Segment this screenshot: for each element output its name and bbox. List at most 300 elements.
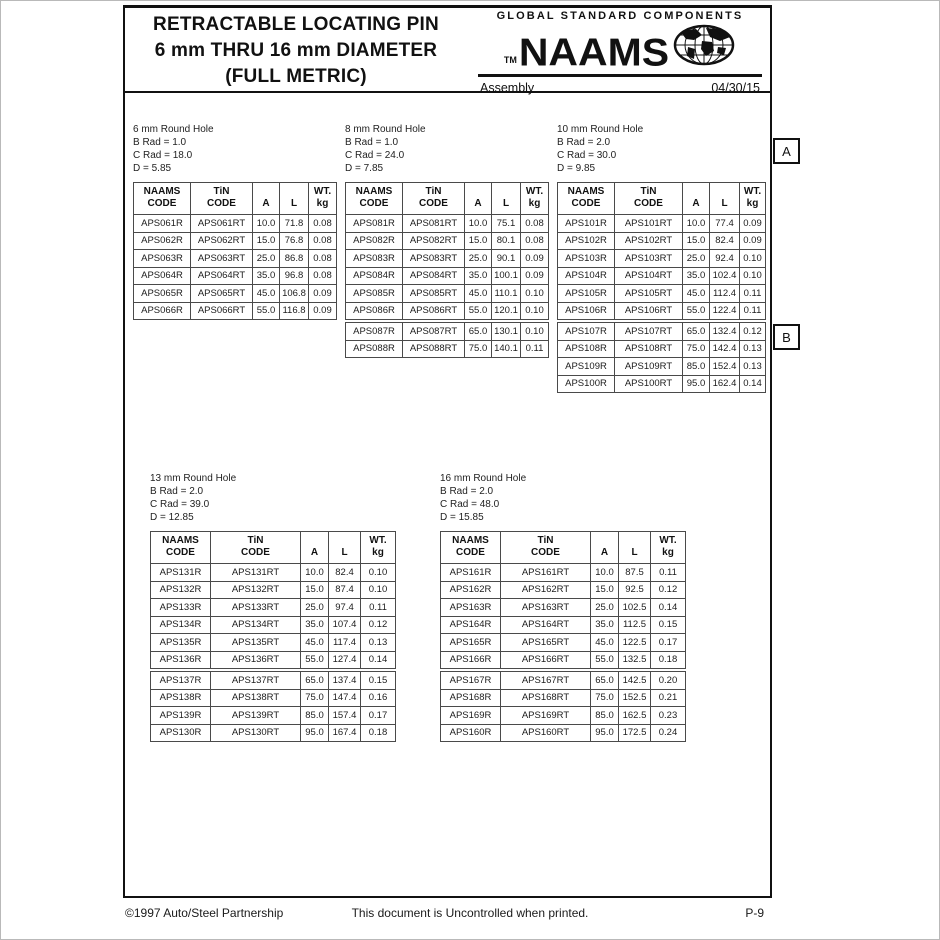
table-cell: 112.4	[710, 285, 740, 303]
column-header: A	[683, 183, 710, 215]
table-cell: 77.4	[710, 215, 740, 233]
table-cell: 0.12	[361, 616, 396, 634]
note-line: C Rad = 30.0	[557, 150, 617, 161]
table-cell: 0.23	[651, 707, 686, 725]
table-cell: APS102RT	[615, 232, 683, 250]
column-header: NAAMS CODE	[558, 183, 615, 215]
note-line: B Rad = 2.0	[150, 486, 204, 497]
title-line-3: (FULL METRIC)	[225, 66, 367, 87]
table-cell: 152.4	[710, 358, 740, 376]
table-cell: APS061R	[134, 215, 191, 233]
table-cell: APS085R	[346, 285, 403, 303]
table-row	[134, 267, 337, 285]
table-cell: 137.4	[329, 672, 361, 690]
table-row	[151, 616, 396, 634]
table-cell: 0.11	[361, 599, 396, 617]
table-cell: 0.10	[521, 302, 549, 320]
table-cell: APS138RT	[211, 689, 301, 707]
table-row	[441, 707, 686, 725]
table-cell: 0.12	[651, 581, 686, 599]
table-cell: 45.0	[465, 285, 492, 303]
note-line: 16 mm Round Hole	[440, 473, 527, 484]
note-line: B Rad = 2.0	[440, 486, 494, 497]
table-row	[441, 581, 686, 599]
table-row	[151, 689, 396, 707]
table-cell: APS135RT	[211, 634, 301, 652]
table-cell: APS137R	[151, 672, 211, 690]
parts-table-8mm	[345, 182, 549, 358]
column-header: L	[710, 183, 740, 215]
table-row	[134, 285, 337, 303]
column-header: WT. kg	[651, 532, 686, 564]
table-row	[441, 672, 686, 690]
margin-label-b: B	[773, 324, 800, 350]
table-cell: 75.0	[301, 689, 329, 707]
table-cell: 132.4	[710, 323, 740, 341]
table-cell: 85.0	[591, 707, 619, 725]
column-header: A	[301, 532, 329, 564]
parts-table-13mm	[150, 531, 396, 742]
table-cell: 0.20	[651, 672, 686, 690]
column-header: WT. kg	[521, 183, 549, 215]
table-cell: 96.8	[280, 267, 309, 285]
table-cell: 87.4	[329, 581, 361, 599]
header-row	[558, 183, 766, 215]
table-row	[151, 724, 396, 742]
table-cell: 35.0	[591, 616, 619, 634]
table-cell: APS108R	[558, 340, 615, 358]
table-cell: APS137RT	[211, 672, 301, 690]
table-cell: 35.0	[683, 267, 710, 285]
table-cell: 0.14	[361, 651, 396, 669]
table-cell: 0.09	[521, 250, 549, 268]
table-cell: APS109RT	[615, 358, 683, 376]
parts-table-6mm	[133, 182, 337, 320]
table-cell: APS165R	[441, 634, 501, 652]
note-line: B Rad = 1.0	[345, 137, 399, 148]
table-row	[558, 285, 766, 303]
table-notes-6mm	[133, 123, 337, 175]
table-cell: APS138R	[151, 689, 211, 707]
margin-label-a: A	[773, 138, 800, 164]
table-cell: APS109R	[558, 358, 615, 376]
column-header: TiN CODE	[615, 183, 683, 215]
table-cell: APS063R	[134, 250, 191, 268]
table-cell: 110.1	[492, 285, 521, 303]
table-row	[151, 651, 396, 669]
table-cell: APS083R	[346, 250, 403, 268]
table-cell: 87.5	[619, 564, 651, 582]
table-cell: APS066R	[134, 302, 191, 320]
header-row	[441, 532, 686, 564]
table-cell: APS161RT	[501, 564, 591, 582]
table-cell: 75.1	[492, 215, 521, 233]
parts-table-16mm	[440, 531, 686, 742]
table-cell: 10.0	[465, 215, 492, 233]
table-cell: 0.15	[361, 672, 396, 690]
table-cell: APS166RT	[501, 651, 591, 669]
column-header: WT. kg	[740, 183, 766, 215]
table-block-16mm	[440, 472, 686, 742]
table-cell: 0.11	[740, 285, 766, 303]
table-cell: 0.08	[521, 215, 549, 233]
column-header: TiN CODE	[211, 532, 301, 564]
table-cell: 122.4	[710, 302, 740, 320]
column-header: WT. kg	[361, 532, 396, 564]
header-row	[346, 183, 549, 215]
table-cell: 25.0	[591, 599, 619, 617]
column-header: NAAMS CODE	[346, 183, 403, 215]
table-notes-10mm	[557, 123, 766, 175]
table-cell: APS163R	[441, 599, 501, 617]
table-cell: 106.8	[280, 285, 309, 303]
table-cell: 71.8	[280, 215, 309, 233]
table-cell: 65.0	[465, 323, 492, 341]
table-cell: APS166R	[441, 651, 501, 669]
table-cell: 0.15	[651, 616, 686, 634]
table-cell: APS161R	[441, 564, 501, 582]
table-cell: 80.1	[492, 232, 521, 250]
page-title	[125, 12, 467, 90]
table-cell: 45.0	[301, 634, 329, 652]
table-row	[346, 302, 549, 320]
table-cell: 55.0	[591, 651, 619, 669]
table-cell: 75.0	[683, 340, 710, 358]
table-cell: 0.12	[740, 323, 766, 341]
table-cell: APS167RT	[501, 672, 591, 690]
table-cell: 0.18	[651, 651, 686, 669]
table-cell: 167.4	[329, 724, 361, 742]
header-row	[151, 532, 396, 564]
table-cell: APS085RT	[403, 285, 465, 303]
table-cell: APS133RT	[211, 599, 301, 617]
table-cell: 0.10	[740, 267, 766, 285]
table-cell: APS101RT	[615, 215, 683, 233]
table-cell: APS168RT	[501, 689, 591, 707]
table-cell: APS081RT	[403, 215, 465, 233]
table-row	[346, 340, 549, 358]
column-header: L	[492, 183, 521, 215]
table-cell: APS064RT	[191, 267, 253, 285]
table-cell: 55.0	[301, 651, 329, 669]
note-line: 10 mm Round Hole	[557, 124, 644, 135]
table-cell: 82.4	[329, 564, 361, 582]
table-notes-16mm	[440, 472, 686, 524]
table-cell: 15.0	[301, 581, 329, 599]
table-cell: APS167R	[441, 672, 501, 690]
table-cell: 15.0	[591, 581, 619, 599]
table-cell: 75.0	[465, 340, 492, 358]
table-cell: 0.10	[361, 581, 396, 599]
note-line: 6 mm Round Hole	[133, 124, 214, 135]
table-cell: APS106RT	[615, 302, 683, 320]
table-cell: 0.10	[361, 564, 396, 582]
note-line: B Rad = 1.0	[133, 137, 187, 148]
table-cell: APS160RT	[501, 724, 591, 742]
table-cell: 86.8	[280, 250, 309, 268]
table-cell: 15.0	[253, 232, 280, 250]
table-cell: 0.09	[740, 215, 766, 233]
table-cell: APS064R	[134, 267, 191, 285]
brand-logo-text: NAAMS	[518, 29, 670, 75]
table-cell: 10.0	[253, 215, 280, 233]
table-cell: 95.0	[591, 724, 619, 742]
table-cell: 10.0	[683, 215, 710, 233]
table-cell: 85.0	[301, 707, 329, 725]
table-cell: 117.4	[329, 634, 361, 652]
column-header: NAAMS CODE	[151, 532, 211, 564]
table-cell: 0.08	[309, 267, 337, 285]
table-cell: APS101R	[558, 215, 615, 233]
table-cell: 0.13	[740, 358, 766, 376]
table-cell: 0.10	[521, 323, 549, 341]
table-cell: 142.5	[619, 672, 651, 690]
table-row	[441, 689, 686, 707]
table-cell: APS131R	[151, 564, 211, 582]
note-line: D = 7.85	[345, 163, 384, 174]
table-cell: 55.0	[253, 302, 280, 320]
table-cell: 10.0	[301, 564, 329, 582]
table-cell: 120.1	[492, 302, 521, 320]
table-row	[134, 302, 337, 320]
table-cell: 0.11	[740, 302, 766, 320]
table-cell: APS107RT	[615, 323, 683, 341]
table-row	[558, 358, 766, 376]
table-row	[558, 215, 766, 233]
copyright-text: ©1997 Auto/Steel Partnership	[125, 906, 284, 920]
table-cell: 0.24	[651, 724, 686, 742]
table-cell: APS160R	[441, 724, 501, 742]
uncontrolled-notice: This document is Uncontrolled when printed.	[351, 906, 589, 920]
column-header: L	[329, 532, 361, 564]
table-cell: APS163RT	[501, 599, 591, 617]
table-cell: APS132R	[151, 581, 211, 599]
table-cell: 0.13	[740, 340, 766, 358]
table-notes-8mm	[345, 123, 549, 175]
table-cell: APS136R	[151, 651, 211, 669]
table-row	[134, 232, 337, 250]
table-cell: APS105RT	[615, 285, 683, 303]
table-notes-13mm	[150, 472, 396, 524]
table-row	[441, 724, 686, 742]
table-cell: 0.17	[361, 707, 396, 725]
note-line: C Rad = 39.0	[150, 499, 210, 510]
table-cell: APS103RT	[615, 250, 683, 268]
brand-block	[478, 10, 762, 95]
table-cell: APS082RT	[403, 232, 465, 250]
table-cell: 55.0	[683, 302, 710, 320]
table-cell: APS135R	[151, 634, 211, 652]
table-cell: 95.0	[301, 724, 329, 742]
column-header: TiN CODE	[403, 183, 465, 215]
table-cell: APS169RT	[501, 707, 591, 725]
table-cell: APS164RT	[501, 616, 591, 634]
brand-subtitle: Assembly	[480, 81, 535, 95]
table-cell: 0.18	[361, 724, 396, 742]
table-cell: 0.17	[651, 634, 686, 652]
column-header: NAAMS CODE	[441, 532, 501, 564]
table-cell: 0.08	[521, 232, 549, 250]
column-header: WT. kg	[309, 183, 337, 215]
table-cell: 140.1	[492, 340, 521, 358]
table-cell: 25.0	[683, 250, 710, 268]
table-cell: APS086R	[346, 302, 403, 320]
table-cell: 97.4	[329, 599, 361, 617]
table-cell: 127.4	[329, 651, 361, 669]
table-cell: APS132RT	[211, 581, 301, 599]
brand-subrow	[478, 81, 762, 95]
table-cell: APS108RT	[615, 340, 683, 358]
table-cell: APS063RT	[191, 250, 253, 268]
table-cell: APS165RT	[501, 634, 591, 652]
table-cell: 35.0	[465, 267, 492, 285]
globe-icon	[672, 23, 736, 72]
table-cell: 75.0	[591, 689, 619, 707]
table-row	[558, 323, 766, 341]
table-row	[441, 564, 686, 582]
header-row	[134, 183, 337, 215]
table-cell: 0.11	[521, 340, 549, 358]
table-cell: APS130RT	[211, 724, 301, 742]
table-row	[558, 302, 766, 320]
table-row	[558, 232, 766, 250]
note-line: D = 5.85	[133, 163, 172, 174]
table-block-8mm	[345, 123, 549, 358]
column-header: A	[253, 183, 280, 215]
table-cell: 55.0	[465, 302, 492, 320]
page-footer	[0, 903, 940, 927]
table-cell: 95.0	[683, 375, 710, 393]
table-cell: APS104R	[558, 267, 615, 285]
note-line: D = 9.85	[557, 163, 596, 174]
table-cell: APS087RT	[403, 323, 465, 341]
table-cell: 0.09	[740, 232, 766, 250]
note-line: C Rad = 24.0	[345, 150, 405, 161]
note-line: C Rad = 48.0	[440, 499, 500, 510]
table-cell: 130.1	[492, 323, 521, 341]
note-line: 8 mm Round Hole	[345, 124, 426, 135]
table-cell: 0.11	[651, 564, 686, 582]
page-number: P-9	[745, 906, 764, 920]
table-cell: APS131RT	[211, 564, 301, 582]
table-cell: 0.16	[361, 689, 396, 707]
table-cell: 85.0	[683, 358, 710, 376]
table-cell: APS082R	[346, 232, 403, 250]
table-cell: 25.0	[253, 250, 280, 268]
table-cell: 162.4	[710, 375, 740, 393]
table-cell: APS065R	[134, 285, 191, 303]
table-row	[558, 375, 766, 393]
brand-logo-row	[478, 23, 762, 75]
table-cell: 90.1	[492, 250, 521, 268]
table-cell: APS100RT	[615, 375, 683, 393]
column-header: TiN CODE	[191, 183, 253, 215]
table-cell: APS083RT	[403, 250, 465, 268]
table-cell: APS162RT	[501, 581, 591, 599]
brand-underline	[478, 74, 762, 77]
table-cell: 0.21	[651, 689, 686, 707]
document-date: 04/30/15	[711, 81, 760, 95]
table-cell: APS105R	[558, 285, 615, 303]
table-block-13mm	[150, 472, 396, 742]
table-cell: 65.0	[301, 672, 329, 690]
table-block-10mm	[557, 123, 766, 393]
table-cell: 0.08	[309, 215, 337, 233]
table-cell: 45.0	[253, 285, 280, 303]
table-cell: 76.8	[280, 232, 309, 250]
table-cell: 116.8	[280, 302, 309, 320]
table-cell: 107.4	[329, 616, 361, 634]
table-cell: APS104RT	[615, 267, 683, 285]
table-cell: 15.0	[465, 232, 492, 250]
table-row	[558, 267, 766, 285]
table-cell: APS062RT	[191, 232, 253, 250]
table-cell: 162.5	[619, 707, 651, 725]
table-row	[441, 599, 686, 617]
table-cell: 45.0	[683, 285, 710, 303]
table-cell: APS130R	[151, 724, 211, 742]
table-row	[346, 215, 549, 233]
table-cell: APS162R	[441, 581, 501, 599]
table-row	[134, 250, 337, 268]
table-cell: APS100R	[558, 375, 615, 393]
table-cell: APS065RT	[191, 285, 253, 303]
note-line: 13 mm Round Hole	[150, 473, 237, 484]
table-cell: 82.4	[710, 232, 740, 250]
table-cell: APS106R	[558, 302, 615, 320]
table-cell: 157.4	[329, 707, 361, 725]
table-cell: 112.5	[619, 616, 651, 634]
table-cell: APS133R	[151, 599, 211, 617]
table-cell: 152.5	[619, 689, 651, 707]
table-cell: APS088R	[346, 340, 403, 358]
table-cell: 172.5	[619, 724, 651, 742]
table-cell: 45.0	[591, 634, 619, 652]
table-cell: 0.13	[361, 634, 396, 652]
note-line: D = 15.85	[440, 512, 484, 523]
table-row	[441, 616, 686, 634]
note-line: D = 12.85	[150, 512, 194, 523]
table-cell: APS136RT	[211, 651, 301, 669]
table-cell: 65.0	[683, 323, 710, 341]
table-cell: APS061RT	[191, 215, 253, 233]
table-cell: APS134R	[151, 616, 211, 634]
table-cell: 10.0	[591, 564, 619, 582]
title-line-1: RETRACTABLE LOCATING PIN	[153, 14, 439, 35]
column-header: TiN CODE	[501, 532, 591, 564]
table-cell: 0.08	[309, 232, 337, 250]
table-cell: APS139R	[151, 707, 211, 725]
table-cell: APS139RT	[211, 707, 301, 725]
table-cell: APS102R	[558, 232, 615, 250]
table-cell: APS084RT	[403, 267, 465, 285]
table-row	[151, 599, 396, 617]
note-line: B Rad = 2.0	[557, 137, 611, 148]
table-cell: 0.14	[740, 375, 766, 393]
table-cell: 0.09	[309, 302, 337, 320]
table-cell: 147.4	[329, 689, 361, 707]
table-cell: APS087R	[346, 323, 403, 341]
table-row	[151, 672, 396, 690]
trademark-symbol: TM	[503, 55, 517, 65]
table-cell: APS084R	[346, 267, 403, 285]
table-row	[151, 634, 396, 652]
column-header: L	[619, 532, 651, 564]
title-line-2: 6 mm THRU 16 mm DIAMETER	[154, 40, 438, 61]
column-header: L	[280, 183, 309, 215]
table-cell: 122.5	[619, 634, 651, 652]
table-cell: 102.5	[619, 599, 651, 617]
